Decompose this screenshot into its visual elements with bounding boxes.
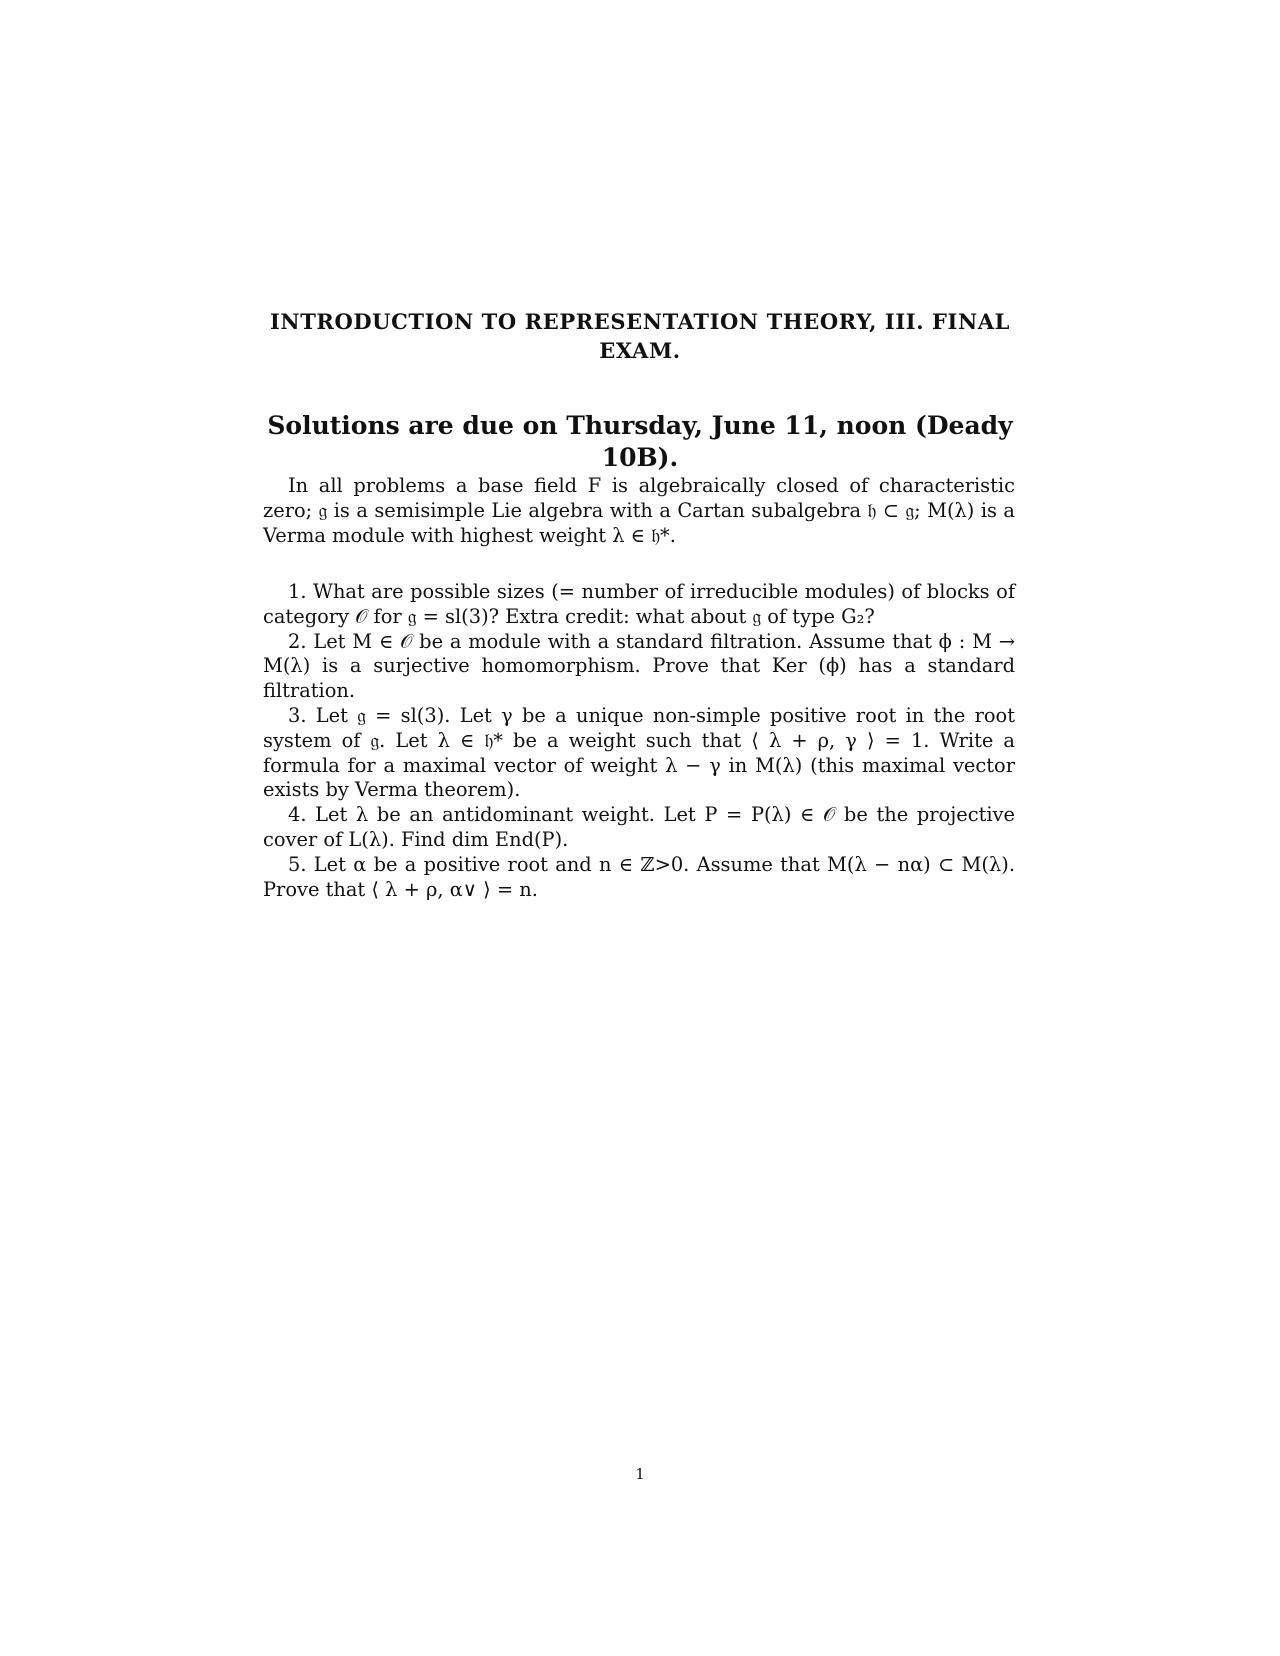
intro-section xyxy=(263,474,1015,548)
problem-1: 1. What are possible sizes (= number of irreducible modules) of blocks of category 𝒪 for 𝔤 = sl(3)? Extra credit: what about 𝔤 of type G₂? xyxy=(263,580,1015,628)
problem-4: 4. Let λ be an antidominant weight. Let P = P(λ) ∈ 𝒪 be the projective cover of L(λ). Find dim End(P). xyxy=(263,803,1015,851)
exam-title: INTRODUCTION TO REPRESENTATION THEORY, III. FINAL EXAM. xyxy=(269,309,1011,363)
problem-5: 5. Let α be a positive root and n ∈ ℤ>0. Assume that M(λ − nα) ⊂ M(λ). Prove that ⟨ λ + ρ, α∨ ⟩ = n. xyxy=(263,852,1015,901)
due-date-notice: Solutions are due on Thursday, June 11, noon (Deady 10B). xyxy=(267,411,1013,472)
problem-2: 2. Let M ∈ 𝒪 be a module with a standard filtration. Assume that ϕ : M → M(λ) is a surjective homomorphism. Prove that Ker (ϕ) has a standard filtration. xyxy=(263,629,1015,703)
problem-list xyxy=(263,580,1015,902)
intro-paragraph: In all problems a base field F is algebraically closed of characteristic zero; 𝔤 is a semisimple Lie algebra with a Cartan subalgebra 𝔥 ⊂ 𝔤; M(λ) is a Verma module with highest weight λ ∈ 𝔥*. xyxy=(263,474,1015,547)
page-number: 1 xyxy=(635,1465,645,1483)
problem-3: 3. Let 𝔤 = sl(3). Let γ be a unique non-simple positive root in the root system of 𝔤. Let λ ∈ 𝔥* be a weight such that ⟨ λ + ρ, γ ⟩ = 1. Write a formula for a maximal vector of weight λ − γ in M(λ) (this maximal vector exists by Verma theorem). xyxy=(263,703,1015,802)
